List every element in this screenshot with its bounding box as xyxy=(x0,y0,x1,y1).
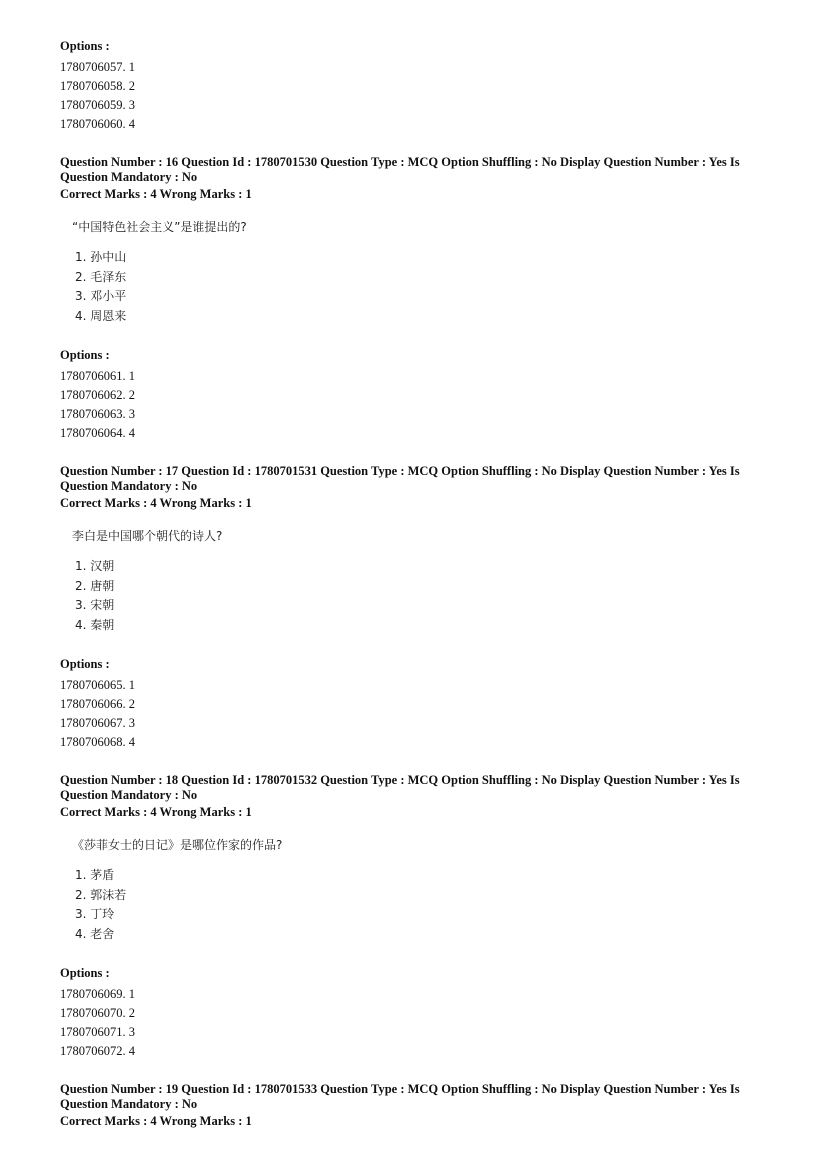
option-id-line: 1780706064. 4 xyxy=(60,426,135,440)
option-id-line: 1780706062. 2 xyxy=(60,388,135,402)
option-id-line: 1780706071. 3 xyxy=(60,1025,135,1039)
choice-item: 3. 邓小平 xyxy=(75,289,127,303)
options-label: Options : xyxy=(60,39,110,53)
options-block-q16 xyxy=(60,348,760,443)
question-header-line2: Question Mandatory : No xyxy=(60,170,198,184)
option-id-line: 1780706060. 4 xyxy=(60,117,135,131)
option-id-line: 1780706066. 2 xyxy=(60,697,135,711)
choice-item: 2. 毛泽东 xyxy=(75,269,127,284)
option-id-line: 1780706059. 3 xyxy=(60,98,135,112)
choice-item: 3. 丁玲 xyxy=(75,907,115,921)
question-header-line2: Question Mandatory : No xyxy=(60,1097,198,1111)
options-block-q17 xyxy=(60,657,760,752)
question-header-line2: Question Mandatory : No xyxy=(60,479,198,493)
option-id-line: 1780706065. 1 xyxy=(60,678,135,692)
option-id-line: 1780706063. 3 xyxy=(60,407,135,421)
choice-item: 2. 唐朝 xyxy=(75,578,115,593)
option-id-line: 1780706069. 1 xyxy=(60,987,135,1001)
question-marks: Correct Marks : 4 Wrong Marks : 1 xyxy=(60,1114,252,1128)
question-19 xyxy=(60,1082,760,1129)
question-header-line1: Question Number : 17 Question Id : 1780701531 Question Type : MCQ Option Shuffling : No Display Question Number : Yes Is xyxy=(60,464,740,478)
choice-list xyxy=(75,248,760,326)
options-label: Options : xyxy=(60,657,110,671)
option-id-line: 1780706068. 4 xyxy=(60,735,135,749)
question-header xyxy=(60,773,760,803)
option-id-line: 1780706057. 1 xyxy=(60,60,135,74)
question-text: 李白是中国哪个朝代的诗人? xyxy=(72,529,223,543)
options-label: Options : xyxy=(60,348,110,362)
question-text: “中国特色社会主义”是谁提出的? xyxy=(72,220,247,234)
choice-item: 1. 孙中山 xyxy=(75,250,127,264)
option-id-line: 1780706070. 2 xyxy=(60,1006,135,1020)
question-header-line1: Question Number : 18 Question Id : 1780701532 Question Type : MCQ Option Shuffling : No Display Question Number : Yes Is xyxy=(60,773,740,787)
question-header xyxy=(60,1082,760,1112)
choice-item: 2. 郭沫若 xyxy=(75,887,127,902)
question-text: 《莎菲女士的日记》是哪位作家的作品? xyxy=(72,838,283,852)
question-marks: Correct Marks : 4 Wrong Marks : 1 xyxy=(60,805,252,819)
choice-list xyxy=(75,866,760,944)
question-16 xyxy=(60,155,760,326)
choice-item: 4. 秦朝 xyxy=(75,617,115,632)
question-header-line1: Question Number : 19 Question Id : 1780701533 Question Type : MCQ Option Shuffling : No Display Question Number : Yes Is xyxy=(60,1082,740,1096)
question-18 xyxy=(60,773,760,944)
option-id-line: 1780706058. 2 xyxy=(60,79,135,93)
choice-item: 1. 汉朝 xyxy=(75,559,115,573)
choice-item: 3. 宋朝 xyxy=(75,598,115,612)
choice-item: 4. 周恩来 xyxy=(75,308,127,323)
question-17 xyxy=(60,464,760,635)
question-marks: Correct Marks : 4 Wrong Marks : 1 xyxy=(60,496,252,510)
options-label: Options : xyxy=(60,966,110,980)
option-id-line: 1780706067. 3 xyxy=(60,716,135,730)
question-marks: Correct Marks : 4 Wrong Marks : 1 xyxy=(60,187,252,201)
options-block-q15 xyxy=(60,39,760,134)
question-header-line1: Question Number : 16 Question Id : 1780701530 Question Type : MCQ Option Shuffling : No Display Question Number : Yes Is xyxy=(60,155,740,169)
choice-item: 4. 老舍 xyxy=(75,926,115,941)
question-header-line2: Question Mandatory : No xyxy=(60,788,198,802)
question-header xyxy=(60,155,760,185)
choice-list xyxy=(75,557,760,635)
options-block-q18 xyxy=(60,966,760,1061)
option-id-line: 1780706072. 4 xyxy=(60,1044,135,1058)
choice-item: 1. 茅盾 xyxy=(75,868,115,882)
question-header xyxy=(60,464,760,494)
option-id-line: 1780706061. 1 xyxy=(60,369,135,383)
